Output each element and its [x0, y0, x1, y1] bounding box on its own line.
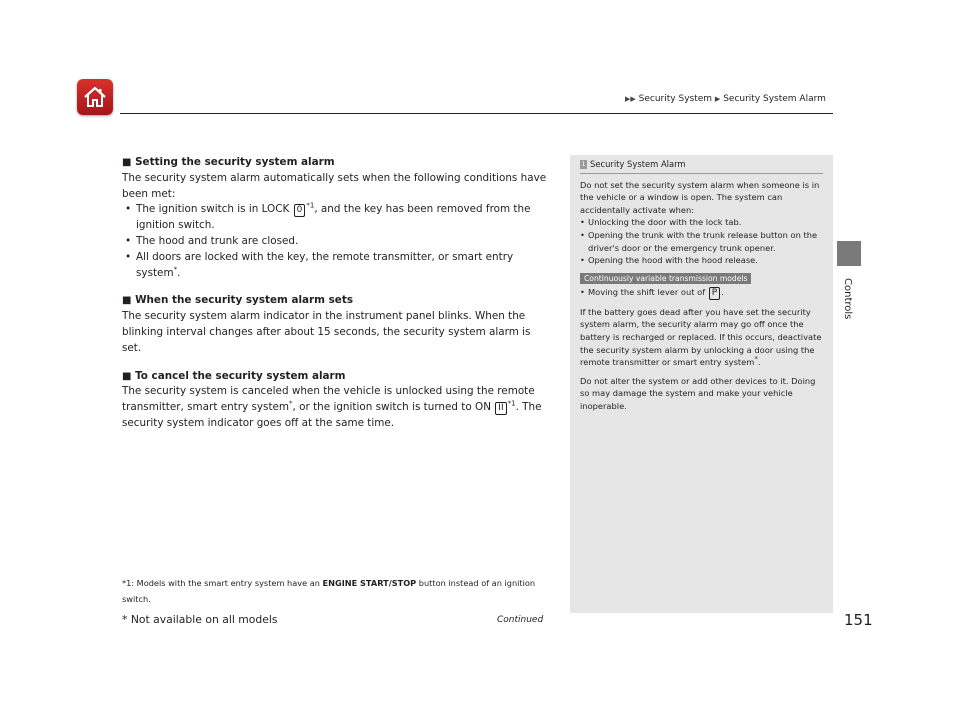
- list-item: • Opening the trunk with the trunk release button on the driver's door or the emergency trunk opener.: [580, 229, 823, 254]
- breadcrumb-item[interactable]: Security System Alarm: [723, 94, 826, 104]
- sidebar-note: [570, 155, 833, 613]
- condition-list: [122, 202, 552, 281]
- paragraph: Do not alter the system or add other devices to it. Doing so may damage the system and make your vehicle inoperable.: [580, 375, 816, 411]
- section-heading: ■ Setting the security system alarm: [122, 156, 335, 168]
- square-bullet-icon: ■: [122, 370, 132, 382]
- breadcrumb-item[interactable]: Security System: [638, 94, 713, 104]
- breadcrumb-arrow-icon: ▶▶: [625, 95, 636, 103]
- square-bullet-icon: ■: [122, 295, 132, 307]
- breadcrumb: [625, 94, 826, 104]
- key-position-icon: P: [709, 287, 720, 300]
- sidebar-title: 1 Security System Alarm: [581, 159, 686, 169]
- key-position-icon: II: [495, 402, 506, 415]
- breadcrumb-arrow-icon: ▶: [714, 95, 721, 103]
- paragraph: The security system alarm indicator in the instrument panel blinks. When the blinking interval changes after about 15 seconds, the security system alarm is set.: [122, 310, 531, 354]
- home-button[interactable]: [77, 79, 113, 115]
- section-heading: ■ When the security system alarm sets: [122, 294, 353, 307]
- divider: [580, 173, 823, 174]
- list-item: • The ignition switch is in LOCK 0 $^{*1}$, and the key has been removed from the ignition switch.: [122, 202, 552, 234]
- section-tab-label[interactable]: Controls: [842, 278, 853, 320]
- list-item: • All doors are locked with the key, the remote transmitter, or smart entry system*.: [122, 250, 552, 282]
- list-item: • Unlocking the door with the lock tab.: [580, 216, 823, 229]
- paragraph: The security system alarm automatically sets when the following conditions have been met:: [122, 171, 547, 200]
- section-heading: ■ To cancel the security system alarm: [122, 369, 346, 382]
- section-tab-marker: [837, 241, 861, 266]
- header-rule: [120, 113, 833, 114]
- availability-note: * Not available on all models: [122, 613, 278, 626]
- home-icon: [81, 83, 109, 111]
- paragraph: If the battery goes dead after you have set the security system alarm, the security alarm may go off once the battery is recharged or replaced. If this occurs, deactivate the security system alarm by unlocking a door using the remote transmitter or smart entry system*.: [580, 306, 822, 368]
- page-number: 151: [844, 611, 873, 629]
- list-item: • Opening the hood with the hood release.: [580, 254, 823, 267]
- paragraph: Do not set the security system alarm when someone is in the vehicle or a window is open. The system can accidentally activate when:: [580, 179, 820, 215]
- reference-number-icon: 1: [581, 160, 586, 168]
- square-bullet-icon: ■: [122, 157, 132, 168]
- list-item: • The hood and trunk are closed.: [122, 234, 552, 250]
- footnote: *1: Models with the smart entry system have an ENGINE START/STOP button instead of an ignition switch.: [122, 578, 536, 604]
- continued-label: Continued: [497, 615, 544, 625]
- main-content: [122, 155, 552, 432]
- paragraph: The security system is canceled when the vehicle is unlocked using the remote transmitter, smart entry system*, or the ignition switch is turned to ON II $^{*1}$. The security system indicator goes off at the same time.: [122, 385, 542, 429]
- key-position-icon: 0: [294, 204, 306, 217]
- model-badge: Continuously variable transmission models: [580, 273, 751, 284]
- list-item: • Moving the shift lever out of P .: [580, 286, 823, 300]
